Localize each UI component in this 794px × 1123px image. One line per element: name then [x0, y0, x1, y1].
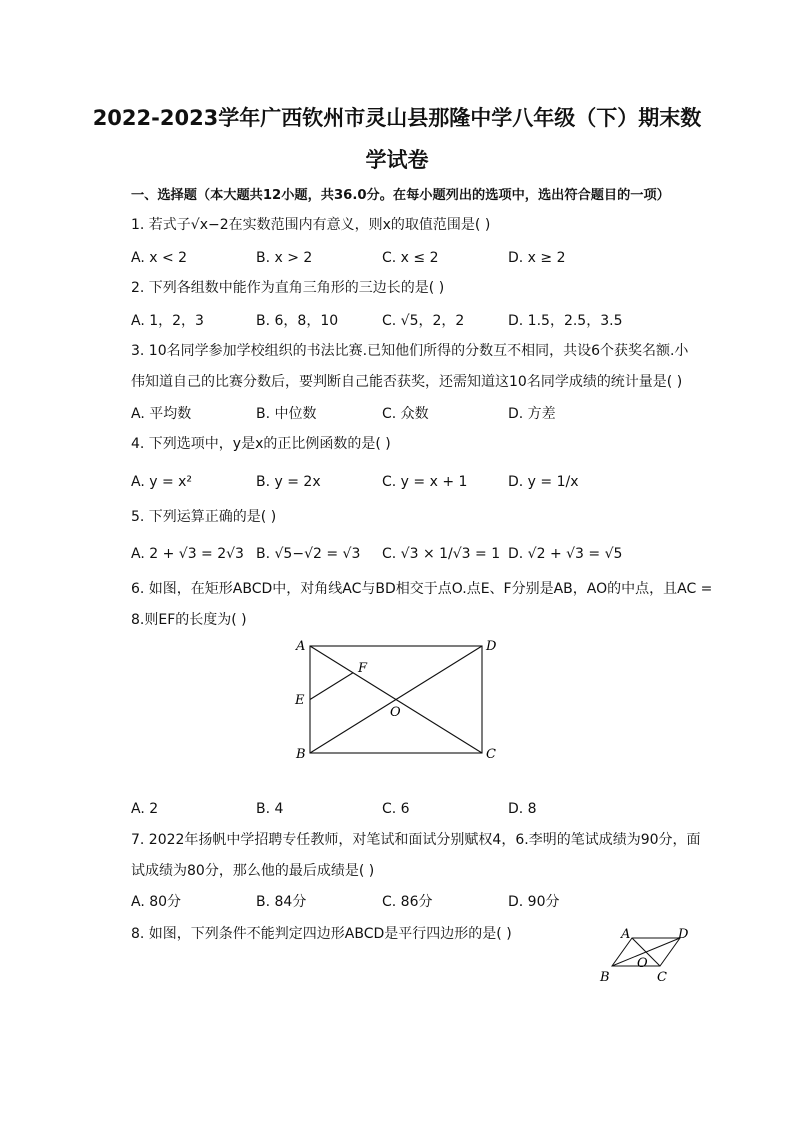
q4-option-a[interactable]: A. y = x² — [131, 474, 193, 490]
label-a: A — [296, 639, 306, 654]
exam-title-line1: 2022-2023学年广西钦州市灵山县那隆中学八年级（下）期末数 — [92, 106, 702, 130]
question-3-stem-line2: 伟知道自己的比赛分数后，要判断自己能否获奖，还需知道这10名同学成绩的统计量是( ) — [131, 374, 683, 390]
q3-option-c[interactable]: C. 众数 — [382, 406, 429, 422]
question-3-stem-line1: 3. 10名同学参加学校组织的书法比赛.已知他们所得的分数互不相同，共设6个获奖名额.小 — [131, 343, 689, 359]
label-b: B — [296, 747, 306, 762]
question-2-stem: 2. 下列各组数中能作为直角三角形的三边长的是( ) — [131, 280, 445, 296]
label-d: D — [678, 927, 689, 942]
question-7-stem-line1: 7. 2022年扬帆中学招聘专任教师，对笔试和面试分别赋权4，6.李明的笔试成绩为90分，面 — [131, 832, 701, 848]
q2-option-c[interactable]: C. √5，2，2 — [382, 313, 465, 329]
question-6-stem-line1: 6. 如图，在矩形ABCD中，对角线AC与BD相交于点O.点E、F分别是AB，AO的中点，且AC = — [131, 581, 713, 597]
label-o: O — [637, 956, 648, 971]
question-4-stem: 4. 下列选项中，y是x的正比例函数的是( ) — [131, 436, 391, 452]
q3-option-b[interactable]: B. 中位数 — [256, 406, 317, 422]
q4-option-b[interactable]: B. y = 2x — [256, 474, 321, 490]
label-b: B — [600, 970, 610, 985]
q1-option-a[interactable]: A. x < 2 — [131, 250, 188, 266]
q1-option-b[interactable]: B. x > 2 — [256, 250, 313, 266]
label-c: C — [486, 747, 496, 762]
question-6-stem-line2: 8.则EF的长度为( ) — [131, 612, 247, 628]
q6-option-b[interactable]: B. 4 — [256, 801, 284, 817]
q7-option-b[interactable]: B. 84分 — [256, 894, 307, 910]
q2-option-d[interactable]: D. 1.5，2.5，3.5 — [508, 313, 623, 329]
q7-option-a[interactable]: A. 80分 — [131, 894, 182, 910]
q7-option-d[interactable]: D. 90分 — [508, 894, 560, 910]
q4-option-c[interactable]: C. y = x + 1 — [382, 474, 468, 490]
q5-option-b[interactable]: B. √5−√2 = √3 — [256, 546, 361, 562]
q7-option-c[interactable]: C. 86分 — [382, 894, 433, 910]
question-8-stem: 8. 如图，下列条件不能判定四边形ABCD是平行四边形的是( ) — [131, 926, 512, 942]
label-d: D — [486, 639, 497, 654]
label-a: A — [621, 927, 631, 942]
q4-option-d[interactable]: D. y = 1/x — [508, 474, 579, 490]
q6-option-d[interactable]: D. 8 — [508, 801, 537, 817]
q1-option-c[interactable]: C. x ≤ 2 — [382, 250, 439, 266]
label-o: O — [390, 705, 401, 720]
section-heading: 一、选择题（本大题共12小题，共36.0分。在每小题列出的选项中，选出符合题目的一项） — [131, 188, 670, 203]
q2-option-a[interactable]: A. 1，2，3 — [131, 313, 204, 329]
q5-option-d[interactable]: D. √2 + √3 = √5 — [508, 546, 623, 562]
segment-ef — [310, 673, 353, 700]
rectangle-figure — [290, 636, 510, 766]
q6-option-a[interactable]: A. 2 — [131, 801, 159, 817]
question-5-stem: 5. 下列运算正确的是( ) — [131, 509, 277, 525]
q1-option-d[interactable]: D. x ≥ 2 — [508, 250, 566, 266]
q5-option-a[interactable]: A. 2 + √3 = 2√3 — [131, 546, 244, 562]
q6-option-c[interactable]: C. 6 — [382, 801, 410, 817]
q5-option-c[interactable]: C. √3 × 1/√3 = 1 — [382, 546, 501, 562]
question-1-stem: 1. 若式子√x−2在实数范围内有意义，则x的取值范围是( ) — [131, 217, 491, 233]
q3-option-a[interactable]: A. 平均数 — [131, 406, 192, 422]
q2-option-b[interactable]: B. 6，8，10 — [256, 313, 339, 329]
label-f: F — [358, 661, 368, 676]
label-c: C — [657, 970, 667, 985]
label-e: E — [295, 693, 305, 708]
q3-option-d[interactable]: D. 方差 — [508, 406, 556, 422]
question-7-stem-line2: 试成绩为80分，那么他的最后成绩是( ) — [131, 863, 375, 879]
exam-title-line2: 学试卷 — [365, 148, 429, 172]
parallelogram-figure — [594, 926, 698, 988]
